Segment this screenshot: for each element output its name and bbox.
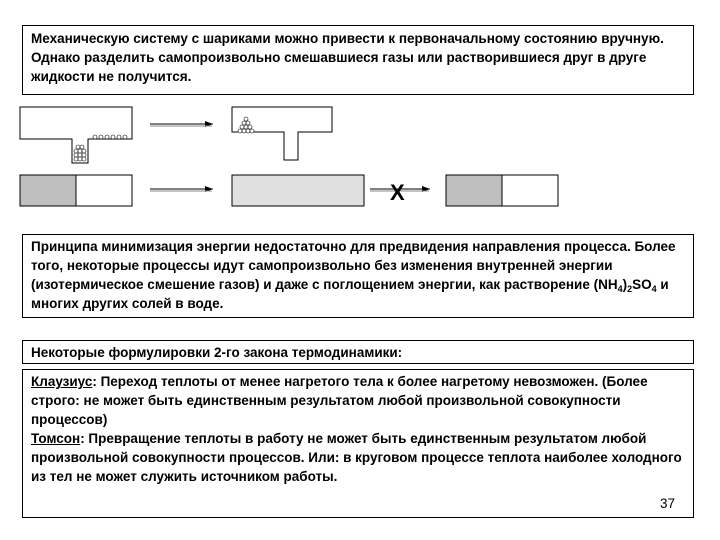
clausius-text: : Переход теплоты от менее нагретого тела к более нагретому невозможен. (Более строго: не может быть единственным результатом любой произвольной совокупности процессов) (31, 374, 648, 427)
thomson-name: Томсон (31, 431, 81, 446)
subscript-4: 4 (617, 284, 623, 294)
ball-system-initial (20, 107, 132, 163)
gas-separated-again (446, 175, 558, 206)
energy-principle-box (22, 234, 694, 318)
thomson-text: : Превращение теплоты в работу не может быть единственным результатом любой произвольной совокупности процессов. Или: в круговом процессе теплота наиболее холодного из тел не может служить источником работы. (31, 431, 682, 484)
energy-text-part1: Принципа минимизация энергии недостаточно для предвидения направления процесса. Более того, некоторые процессы идут самопроизвольно без изменения внутренней энергии (изотермическое смешение газов) и даже с поглощением энергии, как растворение (NH (31, 239, 676, 292)
formulations-heading-box (22, 340, 694, 364)
energy-text-part2: ) (622, 277, 628, 292)
energy-text-part4: и многих других солей в воде. (31, 277, 669, 311)
formulations-box (22, 369, 694, 518)
impossible-cross-mark: X (390, 180, 405, 205)
formulations-heading: Некоторые формулировки 2-го закона термодинамики: (31, 345, 403, 360)
page-number: 37 (660, 496, 676, 511)
subscript-2: 2 (627, 284, 633, 294)
clausius-name: Клаузиус (31, 374, 93, 389)
energy-text-part3: SO (632, 277, 652, 292)
gas-mixed (232, 175, 364, 206)
subscript-4b: 4 (651, 284, 657, 294)
intro-text: Механическую систему с шариками можно привести к первоначальному состоянию вручную. Однако разделить самопроизвольно смешавшиеся газы или растворившиеся друг в друге жидкости не получится. (31, 31, 664, 84)
balls-in-well (74, 145, 86, 161)
ball-system-scattered (232, 107, 332, 160)
gas-initial-separated (20, 175, 132, 206)
